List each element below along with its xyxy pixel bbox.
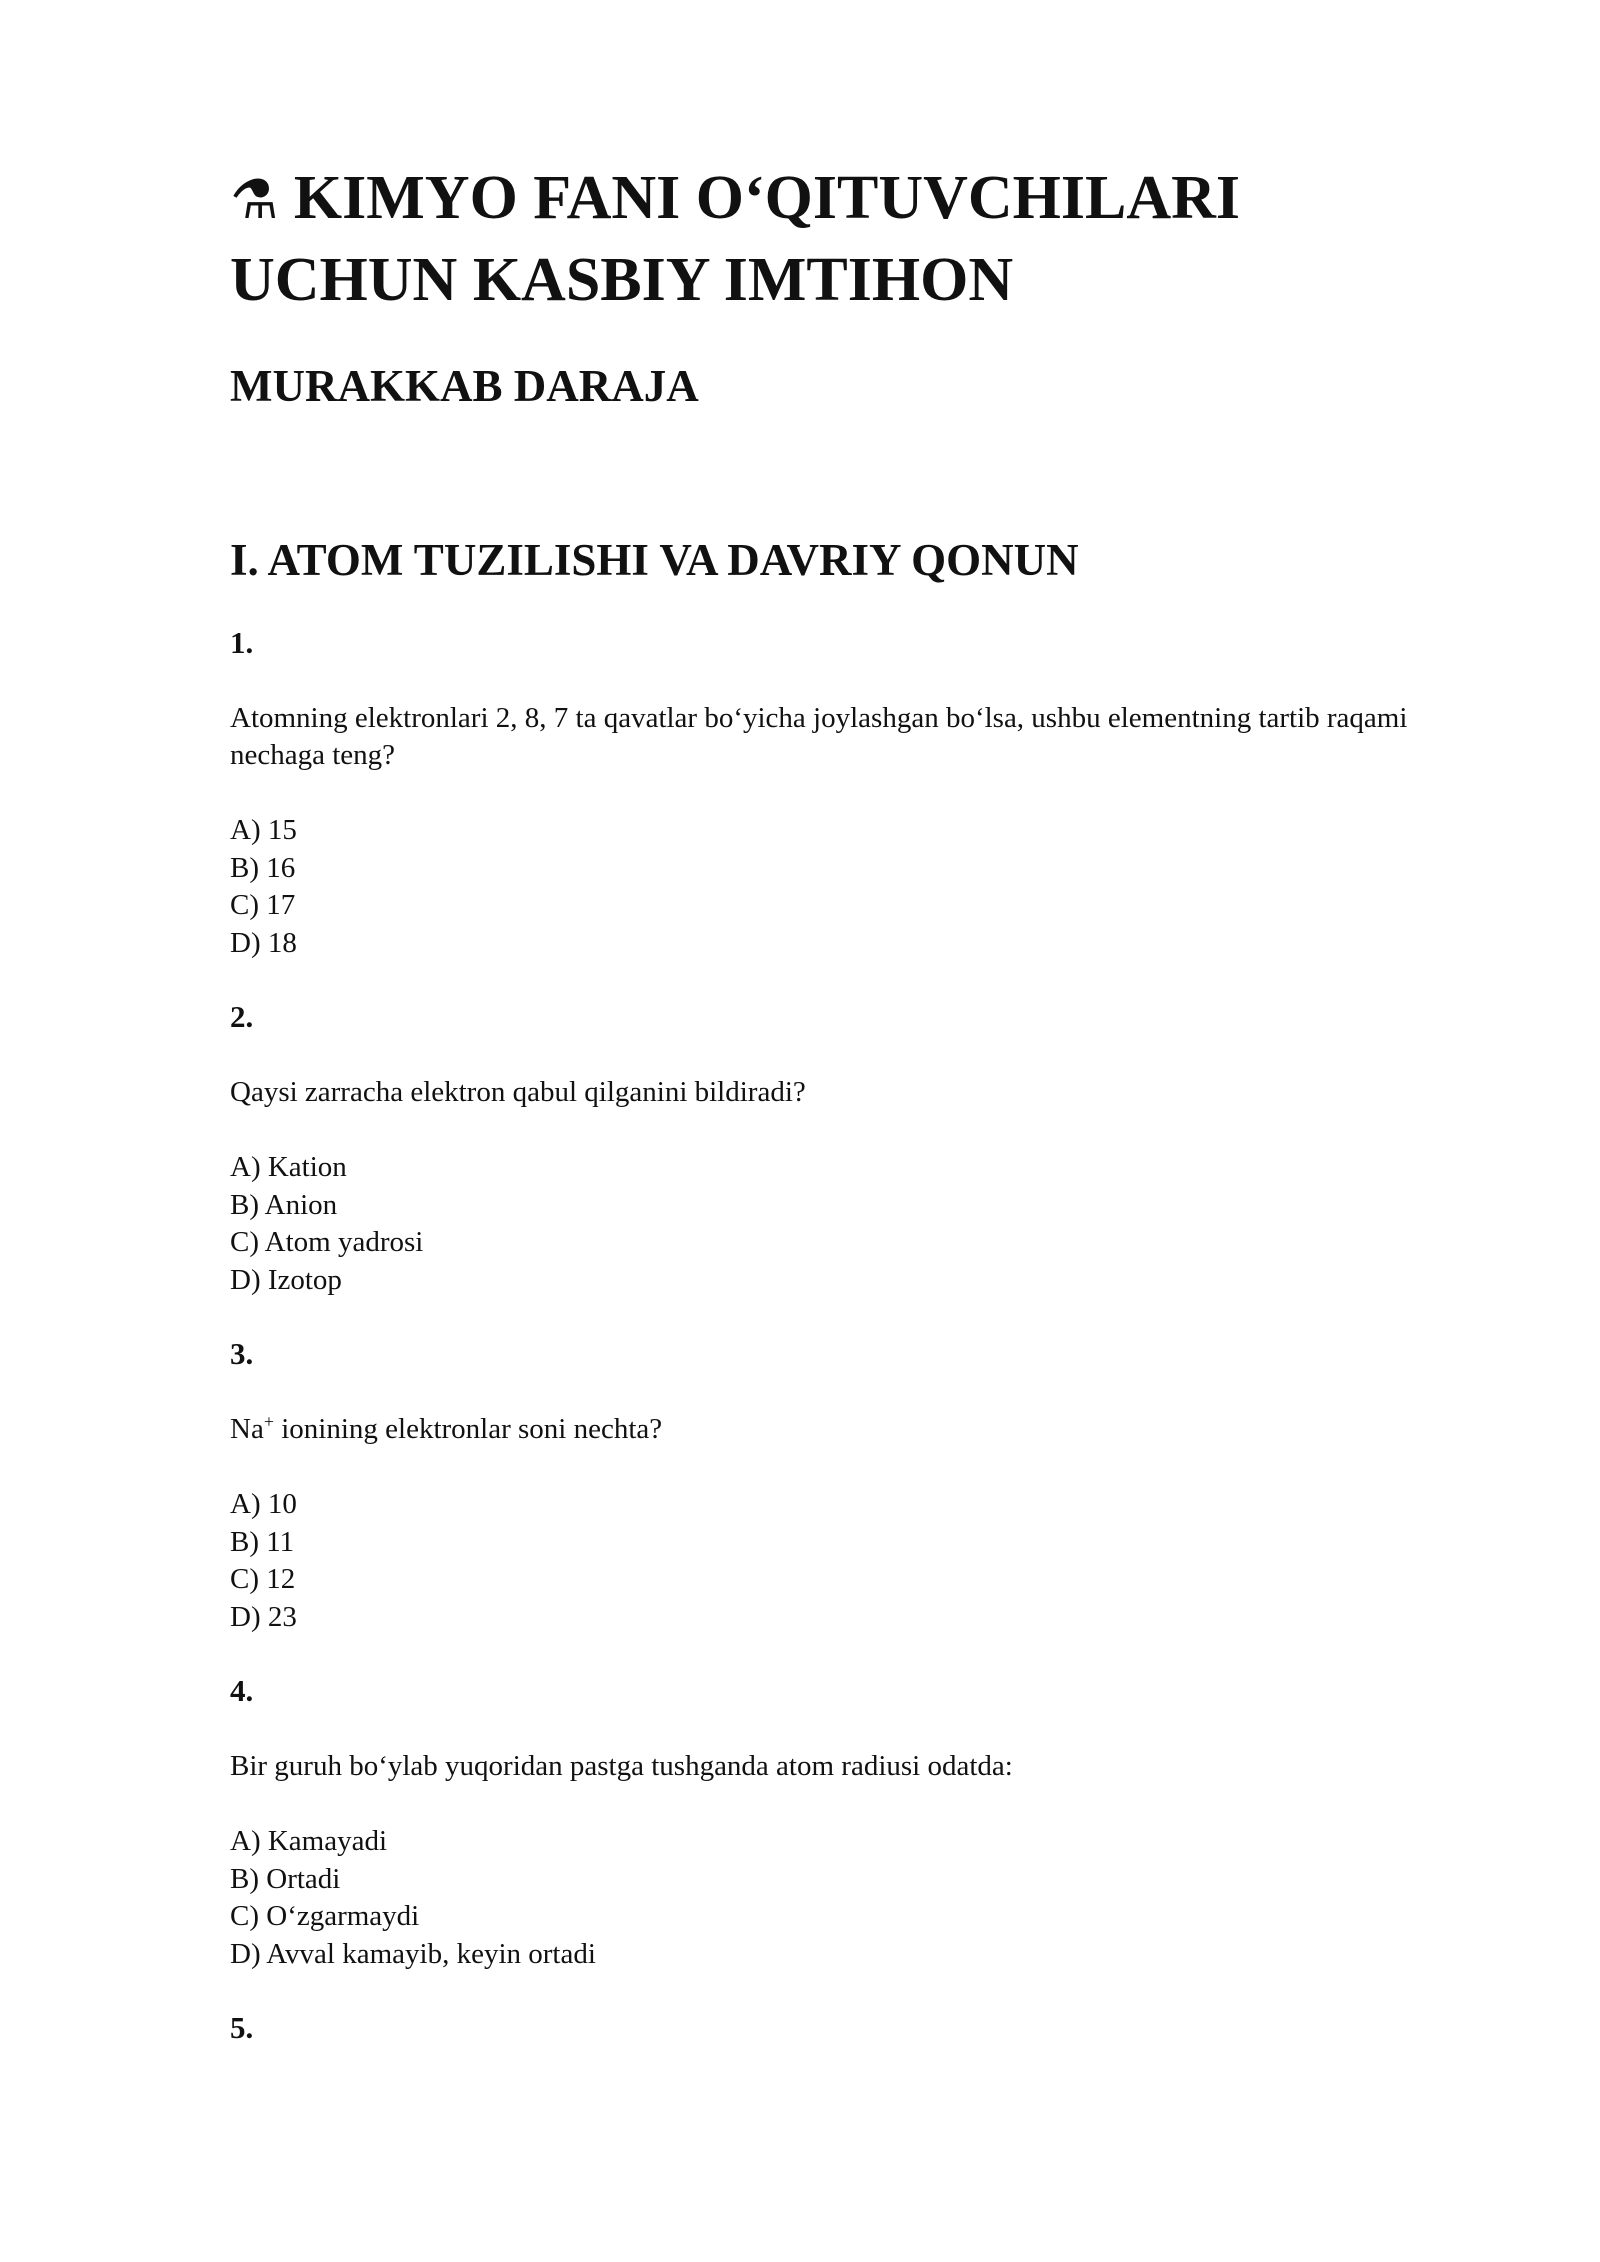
question-text xyxy=(230,1411,1460,1448)
question-2 xyxy=(230,998,1460,1299)
answer-option: C) O‘zgarmaydi xyxy=(230,1900,420,1932)
question-text: Qaysi zarracha elektron qabul qilganini bildiradi? xyxy=(230,1076,806,1108)
question-text-suffix: ionining elektronlar soni nechta? xyxy=(273,1413,663,1445)
question-text: Atomning elektronlari 2, 8, 7 ta qavatlar bo‘yicha joylashgan bo‘lsa, ushbu elementning tartib raqami nechaga teng? xyxy=(230,702,1408,771)
answer-option: C) Atom yadrosi xyxy=(230,1226,424,1258)
answer-options xyxy=(230,812,1460,962)
charge-superscript: + xyxy=(263,1411,274,1432)
answer-option: A) Kamayadi xyxy=(230,1825,388,1857)
answer-option: D) Avval kamayib, keyin ortadi xyxy=(230,1937,596,1970)
answer-option: A) 15 xyxy=(230,814,297,846)
document-subtitle: MURAKKAB DARAJA xyxy=(230,361,699,411)
answer-option: B) Anion xyxy=(230,1188,338,1221)
answer-options xyxy=(230,1486,1460,1636)
answer-options xyxy=(230,1823,1460,1973)
question-number: 4. xyxy=(230,1673,254,1708)
answer-option: C) 17 xyxy=(230,889,296,921)
question-5 xyxy=(230,2009,1460,2047)
alembic-icon: ⚗ xyxy=(230,168,279,231)
section-title: I. ATOM TUZILISHI VA DAVRIY QONUN xyxy=(230,535,1079,585)
answer-option: D) Izotop xyxy=(230,1263,342,1296)
answer-option: B) 16 xyxy=(230,851,296,884)
question-number: 1. xyxy=(230,625,254,660)
document-title xyxy=(230,158,1460,320)
answer-options xyxy=(230,1149,1460,1299)
answer-option: B) Ortadi xyxy=(230,1862,341,1895)
answer-option: D) 18 xyxy=(230,926,297,959)
answer-option: D) 23 xyxy=(230,1600,297,1633)
answer-option: B) 11 xyxy=(230,1525,295,1558)
question-number: 5. xyxy=(230,2010,254,2045)
question-number: 2. xyxy=(230,999,254,1034)
question-3 xyxy=(230,1335,1460,1636)
answer-option: A) 10 xyxy=(230,1488,297,1520)
answer-option: C) 12 xyxy=(230,1563,296,1595)
document-page xyxy=(230,158,1460,2047)
question-text: Bir guruh bo‘ylab yuqoridan pastga tushganda atom radiusi odatda: xyxy=(230,1750,1013,1782)
question-number: 3. xyxy=(230,1336,254,1371)
document-title-text: KIMYO FANI O‘QITUVCHILARI UCHUN KASBIY IMTIHON xyxy=(230,164,1241,314)
question-4 xyxy=(230,1672,1460,1973)
question-1 xyxy=(230,624,1460,962)
answer-option: A) Kation xyxy=(230,1151,347,1183)
question-text-prefix: Na xyxy=(230,1413,264,1445)
